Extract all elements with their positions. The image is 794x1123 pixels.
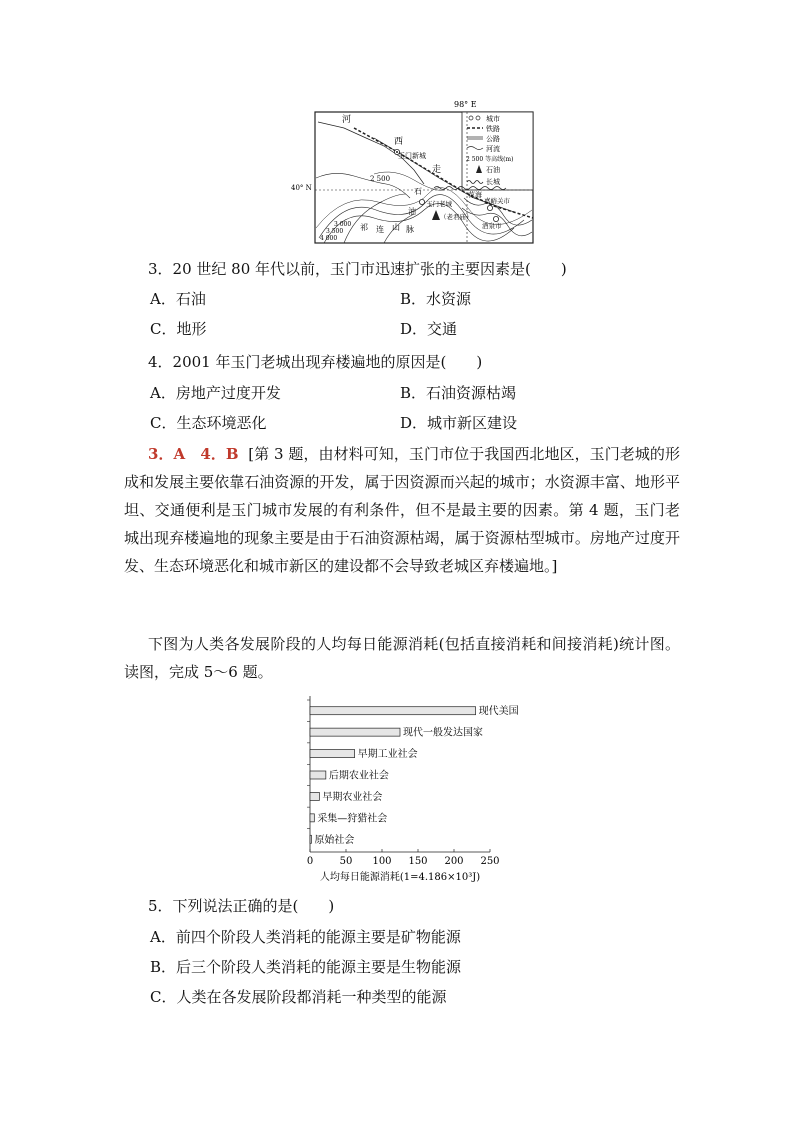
label-40n: 40° N bbox=[291, 184, 312, 192]
bar-5 bbox=[310, 814, 314, 822]
label-jiuquan: 酒泉市 bbox=[482, 222, 502, 230]
q3-option-c: C．地形 bbox=[150, 320, 207, 338]
label-shi: 石 bbox=[414, 187, 422, 196]
q4-option-d: D．城市新区建设 bbox=[400, 414, 518, 432]
label-he: 河 bbox=[342, 115, 352, 125]
energy-chart bbox=[290, 694, 520, 886]
answer-text: [第 3 题，由材料可知，玉门市位于我国西北地区，玉门老城的形成和发展主要依靠石油资源的开发，属于因资源而兴起的城市；水资源丰富、地形平坦、交通便利是玉门城市发展的有利条件，但不是最主要的因素。第 4 题，玉门老城出现弃楼遍地的现象主要是由于石油资源枯竭，属于资源枯型城市。房地产过度开发、生态环境恶化和城市新区的建设都不会导致老城区弃楼遍地。] bbox=[124, 445, 680, 575]
q5-stem: 5．下列说法正确的是( ) bbox=[148, 897, 335, 915]
map-svg bbox=[291, 98, 534, 244]
bar-label-4: 早期农业社会 bbox=[322, 791, 383, 803]
label-3500: 3 500 bbox=[326, 228, 344, 235]
answer-explanation bbox=[124, 440, 680, 580]
bar-1 bbox=[310, 728, 400, 736]
q5-option-b: B．后三个阶段人类消耗的能源主要是生物能源 bbox=[150, 958, 462, 976]
chart-svg bbox=[290, 694, 520, 886]
bar-0 bbox=[310, 707, 476, 715]
q4-option-c: C．生态环境恶化 bbox=[150, 414, 267, 432]
legend-railway: 铁路 bbox=[486, 125, 500, 133]
q3-option-d: D．交通 bbox=[400, 320, 458, 338]
label-shan: 山 bbox=[392, 223, 400, 232]
q5-option-a: A．前四个阶段人类消耗的能源主要是矿物能源 bbox=[150, 928, 461, 946]
label-yumen-new: 玉门新城 bbox=[398, 152, 426, 160]
x-tick-label: 100 bbox=[372, 856, 392, 867]
label-you: 油 bbox=[408, 207, 416, 216]
label-huahai: 花海 bbox=[468, 191, 482, 199]
bar-3 bbox=[310, 771, 326, 779]
label-zou: 走 bbox=[432, 165, 442, 175]
bar-6 bbox=[310, 835, 311, 843]
bar-2 bbox=[310, 750, 355, 758]
label-4000: 4 000 bbox=[320, 235, 338, 242]
label-3000: 3 000 bbox=[334, 221, 352, 228]
q4-option-a: A．房地产过度开发 bbox=[150, 384, 281, 402]
label-xi: 西 bbox=[394, 137, 404, 147]
label-2500: 2 500 bbox=[370, 175, 391, 183]
q3-stem: 3．20 世纪 80 年代以前，玉门市迅速扩张的主要因素是( ) bbox=[148, 260, 567, 278]
x-tick-label: 200 bbox=[444, 856, 464, 867]
bar-label-6: 原始社会 bbox=[314, 834, 355, 846]
x-tick-label: 150 bbox=[408, 856, 428, 867]
x-axis-label: 人均每日能源消耗(1=4.186×10³J) bbox=[319, 872, 481, 883]
x-tick-label: 250 bbox=[480, 856, 500, 867]
jiuquan-city-icon bbox=[493, 216, 498, 221]
q3-option-a: A．石油 bbox=[150, 290, 206, 308]
meridian-label: 98° E bbox=[454, 100, 477, 109]
legend-contour: 2 500 等高线(m) bbox=[466, 156, 514, 163]
yumen-map bbox=[291, 98, 534, 244]
intro-text: 下图为人类各发展阶段的人均每日能源消耗(包括直接消耗和间接消耗)统计图。读图，完成 5～6 题。 bbox=[124, 635, 680, 681]
label-laojunmiao: （老君庙） bbox=[440, 213, 473, 221]
label-lian: 连 bbox=[376, 225, 384, 234]
legend-road: 公路 bbox=[486, 135, 500, 143]
q3-option-b: B．水资源 bbox=[400, 290, 472, 308]
label-jiayuguan: 嘉峪关市 bbox=[484, 197, 510, 205]
answer-key: 3．A 4．B bbox=[148, 445, 239, 463]
bar-4 bbox=[310, 792, 319, 800]
label-yumen-old: 玉门老城 bbox=[426, 200, 452, 208]
legend-river: 河流 bbox=[486, 145, 500, 153]
chart-intro bbox=[124, 630, 680, 686]
legend-city: 城市 bbox=[486, 115, 500, 123]
q4-stem: 4．2001 年玉门老城出现弃楼遍地的原因是( ) bbox=[148, 353, 483, 371]
legend-oil: 石油 bbox=[486, 166, 500, 174]
label-mai: 脉 bbox=[406, 225, 414, 234]
bar-label-3: 后期农业社会 bbox=[328, 770, 389, 782]
jiayuguan-city-icon bbox=[487, 205, 492, 210]
x-tick-label: 50 bbox=[339, 856, 353, 867]
yumen-old-city-icon bbox=[419, 199, 424, 204]
bar-label-5: 采集—狩猎社会 bbox=[317, 813, 388, 825]
x-tick-label: 0 bbox=[306, 856, 314, 867]
bar-label-0: 现代美国 bbox=[478, 706, 519, 718]
legend-wall: 长城 bbox=[486, 178, 500, 186]
bar-label-2: 早期工业社会 bbox=[357, 749, 418, 761]
label-qi: 祁 bbox=[360, 223, 368, 232]
q4-option-b: B．石油资源枯竭 bbox=[400, 384, 517, 402]
q5-option-c: C．人类在各发展阶段都消耗一种类型的能源 bbox=[150, 988, 447, 1006]
bar-label-1: 现代一般发达国家 bbox=[403, 727, 483, 739]
